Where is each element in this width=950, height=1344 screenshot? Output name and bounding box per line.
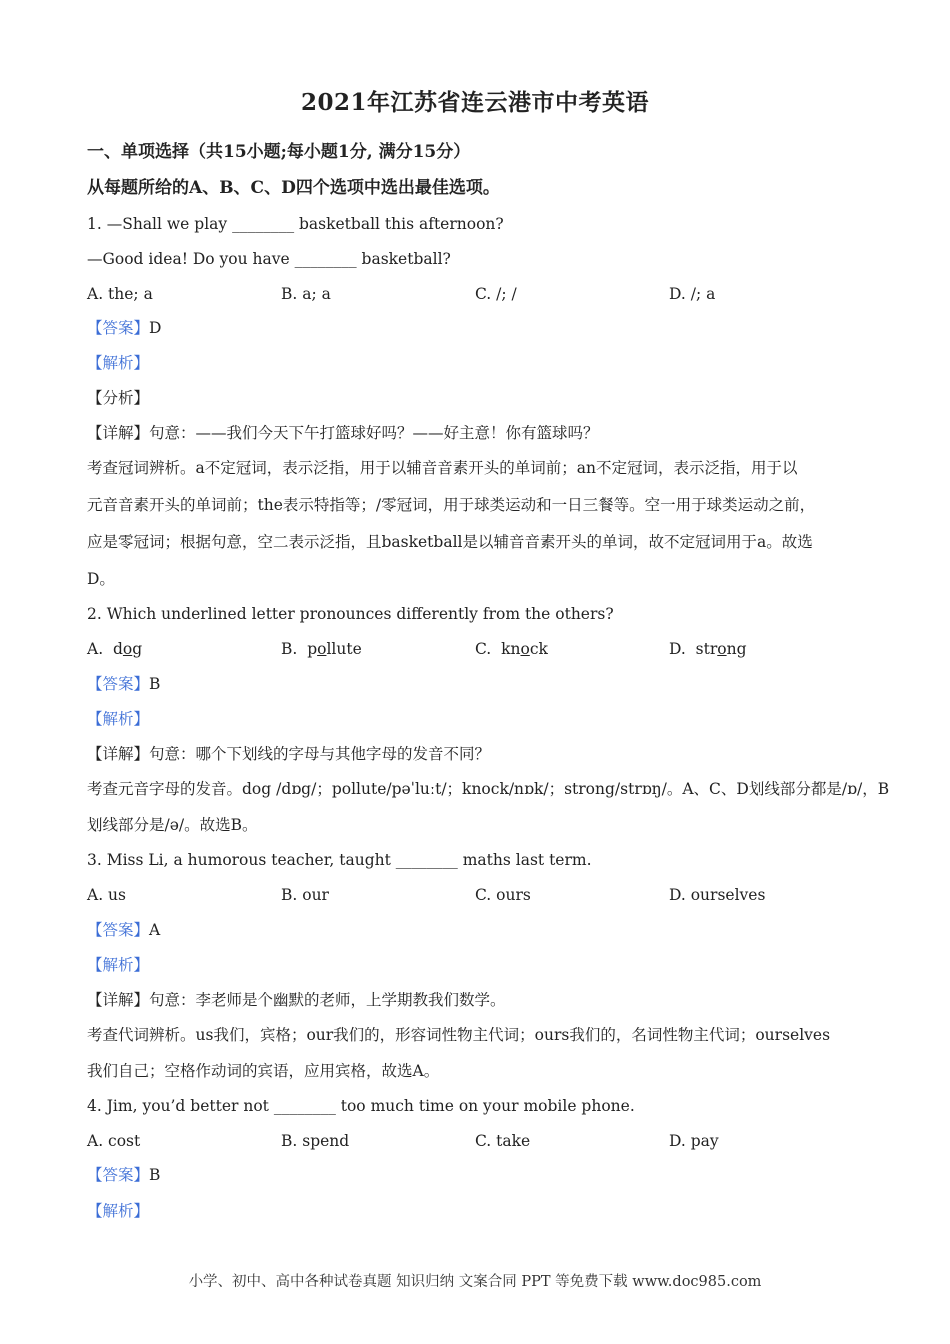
answer-tag: 【答案】	[87, 319, 150, 337]
q4-line1: 4. Jim, you’d better not ________ too much time on your mobile phone.	[87, 1097, 635, 1115]
q3-option-a: A. us	[87, 886, 126, 904]
q3-analysis-tag: 【解析】	[87, 956, 150, 974]
q1-option-d: D. /; a	[669, 285, 716, 303]
q3-explanation-1: 考查代词辨析。us我们，宾格；our我们的，形容词性物主代词；ours我们的，名词性物主代词；ourselves	[87, 1026, 831, 1044]
option-label: B.	[281, 640, 298, 658]
section-heading: 一、单项选择（共15小题;每小题1分, 满分15分）	[87, 142, 471, 162]
q1-fenxi-tag: 【分析】	[87, 389, 150, 407]
underlined-letter: o	[317, 640, 327, 658]
q1-option-b: B. a; a	[281, 285, 331, 303]
underlined-letter: o	[122, 640, 133, 658]
q1-line2: —Good idea! Do you have ________ basketball?	[87, 250, 451, 268]
q1-detail	[87, 423, 599, 443]
detail-tag: 【详解】	[87, 745, 150, 763]
word-part: llute	[326, 640, 362, 658]
answer-tag: 【答案】	[87, 921, 150, 939]
q2-option-d	[669, 639, 747, 659]
word-part: d	[112, 640, 123, 658]
underlined-letter: o	[520, 640, 530, 658]
answer-value: B	[149, 675, 161, 693]
option-label: A.	[87, 640, 104, 658]
q2-explanation-2: 划线部分是/ə/。故选B。	[87, 816, 258, 834]
q3-option-d: D. ourselves	[669, 886, 766, 904]
q4-analysis-tag: 【解析】	[87, 1202, 150, 1220]
option-label: C.	[475, 640, 492, 658]
section-instruction: 从每题所给的A、B、C、D四个选项中选出最佳选项。	[87, 178, 500, 198]
q4-answer	[87, 1165, 160, 1185]
q1-option-c: C. /; /	[475, 285, 517, 303]
q1-explanation-1: 考查冠词辨析。a不定冠词，表示泛指，用于以辅音音素开头的单词前；an不定冠词，表示泛指，用于以	[87, 459, 798, 477]
q2-option-c	[475, 639, 548, 659]
word-part: kn	[501, 640, 521, 658]
answer-value: D	[149, 319, 162, 337]
document-title: 2021年江苏省连云港市中考英语	[300, 89, 649, 116]
word-part: str	[695, 640, 718, 658]
q3-detail	[87, 990, 506, 1010]
detail-tag: 【详解】	[87, 991, 150, 1009]
answer-tag: 【答案】	[87, 1166, 150, 1184]
q1-answer	[87, 318, 161, 338]
word-part: ck	[529, 640, 548, 658]
q4-option-b: B. spend	[281, 1132, 350, 1150]
detail-tag: 【详解】	[87, 424, 150, 442]
answer-value: A	[149, 921, 161, 939]
q2-option-b	[281, 639, 362, 659]
underlined-letter: o	[717, 640, 727, 658]
q1-explanation-3: 应是零冠词；根据句意，空二表示泛指，且basketball是以辅音音素开头的单词，故不定冠词用于a。故选	[87, 533, 813, 551]
q1-line1: 1. —Shall we play ________ basketball this afternoon?	[87, 215, 504, 233]
word-part: p	[307, 640, 318, 658]
q4-option-d: D. pay	[669, 1132, 719, 1150]
option-label: D.	[669, 640, 686, 658]
detail-text: 句意：——我们今天下午打篮球好吗？——好主意！你有篮球吗？	[149, 424, 599, 442]
q4-option-a: A. cost	[87, 1132, 141, 1150]
q3-line1: 3. Miss Li, a humorous teacher, taught ________ maths last term.	[87, 851, 592, 869]
q3-option-b: B. our	[281, 886, 329, 904]
answer-value: B	[149, 1166, 161, 1184]
q2-line1: 2. Which underlined letter pronounces differently from the others?	[87, 605, 614, 623]
q1-explanation-2: 元音音素开头的单词前；the表示特指等；/零冠词，用于球类运动和一日三餐等。空一用于球类运动之前，	[87, 496, 816, 514]
page-footer: 小学、初中、高中各种试卷真题 知识归纳 文案合同 PPT 等免费下载 www.doc985.com	[188, 1274, 762, 1290]
q1-analysis-tag: 【解析】	[87, 354, 150, 372]
q2-explanation-1: 考查元音字母的发音。dog /dɒg/；pollute/pəˈluːt/；knock/nɒk/；strong/strɒŋ/。A、C、D划线部分都是/ɒ/，B	[87, 780, 890, 798]
q3-answer	[87, 920, 160, 940]
answer-tag: 【答案】	[87, 675, 150, 693]
detail-text: 句意：哪个下划线的字母与其他字母的发音不同？	[149, 745, 491, 763]
q2-answer	[87, 674, 160, 694]
detail-text: 句意：李老师是个幽默的老师，上学期教我们数学。	[149, 991, 506, 1009]
word-part: g	[132, 640, 143, 658]
q2-detail	[87, 744, 490, 764]
q1-explanation-4: D。	[87, 570, 115, 588]
q2-analysis-tag: 【解析】	[87, 710, 150, 728]
q2-option-a	[87, 639, 142, 659]
word-part: ng	[726, 640, 747, 658]
q1-option-a: A. the; a	[87, 285, 153, 303]
q3-explanation-2: 我们自己；空格作动词的宾语，应用宾格，故选A。	[87, 1062, 440, 1080]
q3-option-c: C. ours	[475, 886, 531, 904]
q4-option-c: C. take	[475, 1132, 531, 1150]
